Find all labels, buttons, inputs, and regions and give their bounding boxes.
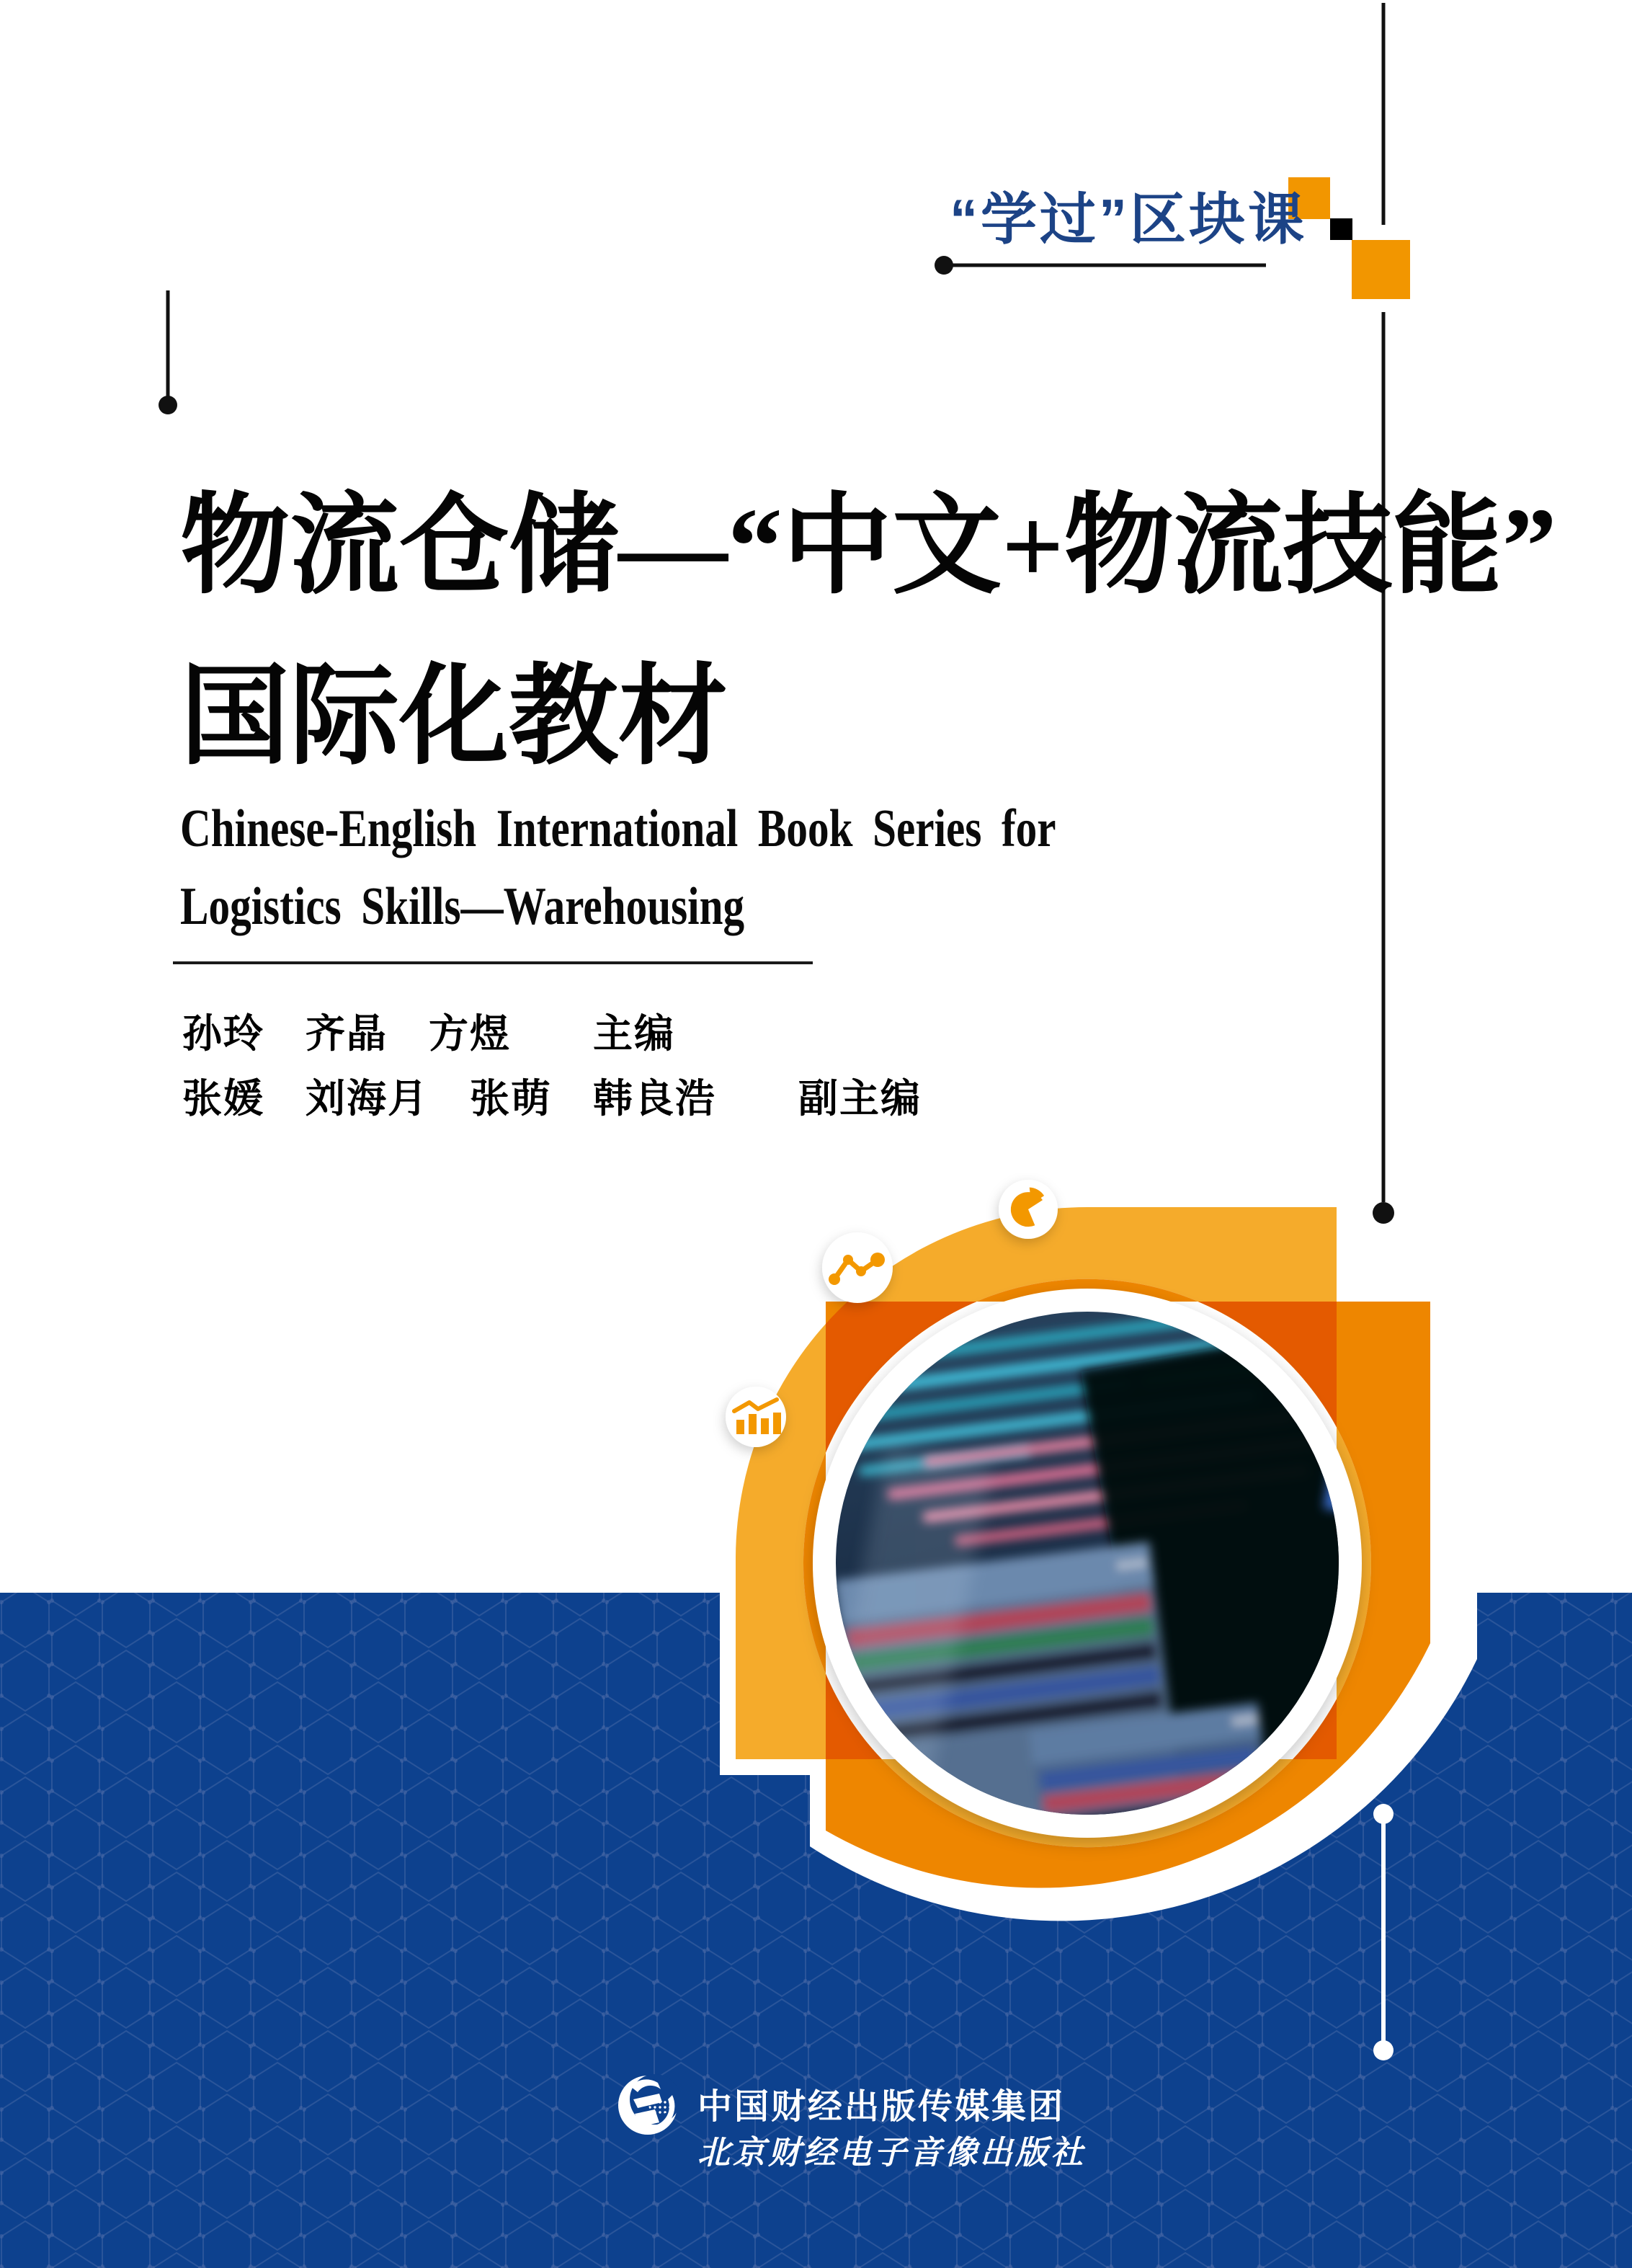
divider-rule bbox=[173, 961, 813, 964]
bar-chart-icon bbox=[726, 1387, 786, 1447]
badge-underline bbox=[935, 256, 1266, 275]
book-title bbox=[180, 461, 1557, 803]
orange-square-large bbox=[1352, 240, 1410, 299]
publisher-press-name: 北京财经电子音像出版社 bbox=[697, 2135, 1087, 2171]
left-stem-decoration bbox=[159, 290, 177, 414]
book-title-line2: 国际化教材 bbox=[180, 657, 728, 778]
publisher-emblem-icon bbox=[616, 2073, 679, 2137]
line-end-dot bbox=[1373, 1202, 1394, 1224]
book-subtitle-line2: Logistics Skills—Warehousing bbox=[180, 877, 745, 936]
book-subtitle-en bbox=[180, 790, 1056, 946]
line-chart-icon bbox=[822, 1232, 893, 1303]
publisher-group-name: 中国财经出版传媒集团 bbox=[697, 2088, 1066, 2126]
pie-chart-icon bbox=[999, 1180, 1058, 1239]
series-badge: “学过”区块课 bbox=[950, 187, 1308, 251]
deputy-editors: 张媛 刘海月 张萌 韩良浩 副主编 bbox=[182, 1076, 922, 1121]
book-title-line1: 物流仓储—“中文+物流技能” bbox=[180, 486, 1557, 607]
chief-editors: 孙玲 齐晶 方煜 主编 bbox=[182, 1011, 676, 1056]
black-square-small bbox=[1330, 218, 1352, 240]
book-subtitle-line1: Chinese-English International Book Series for bbox=[180, 799, 1056, 858]
